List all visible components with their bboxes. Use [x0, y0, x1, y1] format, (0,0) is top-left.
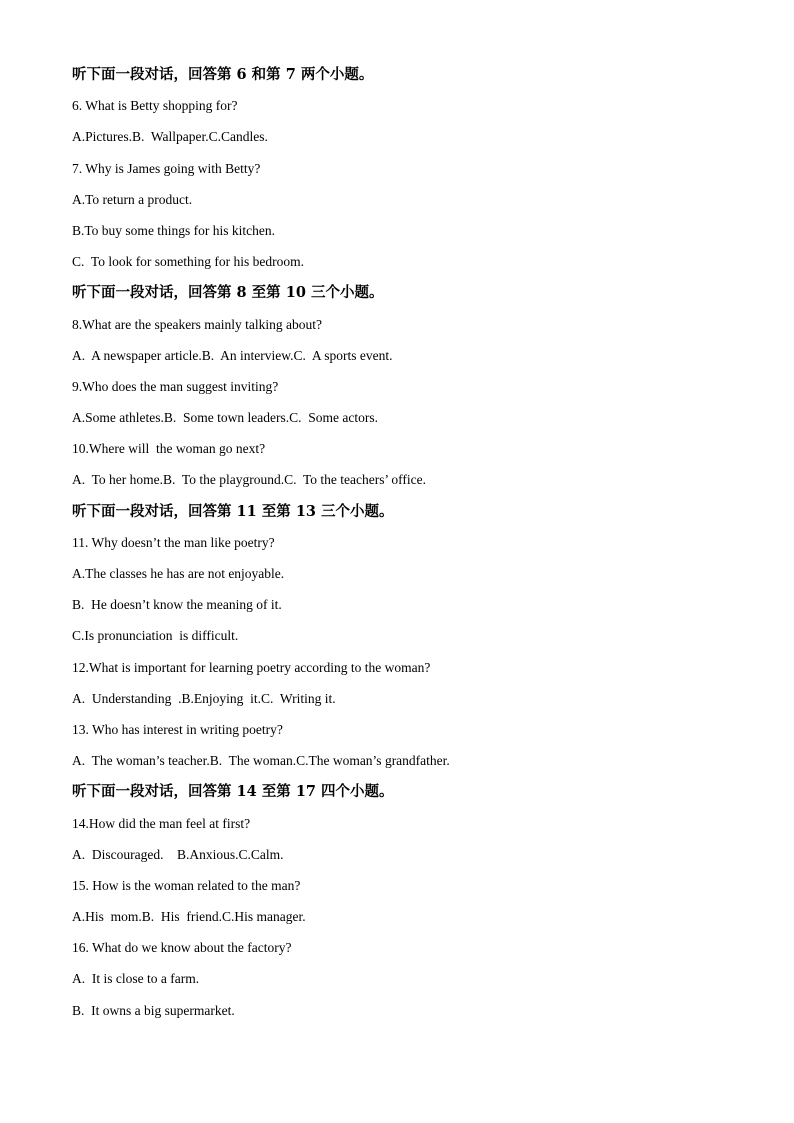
answer-options: A.Pictures.B. Wallpaper.C.Candles.: [72, 129, 268, 145]
answer-options: C.Is pronunciation is difficult.: [72, 628, 239, 644]
answer-options: A.Some athletes.B. Some town leaders.C. Some actors.: [72, 410, 378, 426]
exam-document: [72, 64, 732, 1031]
section-heading: 听下面一段对话，回答第 14 至第 17 四个小题。: [72, 783, 394, 801]
answer-options: A. Understanding .B.Enjoying it.C. Writing it.: [72, 690, 336, 706]
answer-options: A.The classes he has are not enjoyable.: [72, 566, 285, 581]
answer-options: B.To buy some things for his kitchen.: [72, 222, 276, 238]
section-heading: 听下面一段对话，回答第 6 和第 7 两个小题。: [72, 66, 374, 83]
answer-options: A. The woman’s teacher.B. The woman.C.The woman’s grandfather.: [72, 753, 450, 769]
question-text: 16. What do we know about the factory?: [72, 940, 292, 956]
question-text: 6. What is Betty shopping for?: [72, 98, 238, 114]
question-text: 13. Who has interest in writing poetry?: [72, 721, 283, 737]
question-text: 14.How did the man feel at first?: [72, 815, 251, 831]
answer-options: A. Discouraged. B.Anxious.C.Calm.: [72, 846, 284, 862]
question-text: 15. How is the woman related to the man?: [72, 877, 301, 893]
answer-options: A.His mom.B. His friend.C.His manager.: [72, 909, 306, 925]
question-text: 8.What are the speakers mainly talking about?: [72, 316, 323, 332]
section-heading: 听下面一段对话，回答第 8 至第 10 三个小题。: [72, 284, 384, 302]
answer-options: C. To look for something for his bedroom.: [72, 254, 305, 270]
answer-options: A. It is close to a farm.: [72, 971, 200, 987]
answer-options: B. He doesn’t know the meaning of it.: [72, 597, 282, 613]
question-text: 10.Where will the woman go next?: [72, 441, 266, 457]
answer-options: B. It owns a big supermarket.: [72, 1002, 235, 1018]
answer-options: A. To her home.B. To the playground.C. To the teachers’ office.: [72, 472, 426, 488]
question-text: 7. Why is James going with Betty?: [72, 160, 261, 176]
answer-options: A. A newspaper article.B. An interview.C. A sports event.: [72, 347, 393, 363]
section-heading: 听下面一段对话，回答第 11 至第 13 三个小题。: [72, 502, 394, 520]
question-text: 9.Who does the man suggest inviting?: [72, 378, 279, 394]
answer-options: A.To return a product.: [72, 191, 193, 207]
question-text: 12.What is important for learning poetry according to the woman?: [72, 659, 431, 675]
question-text: 11. Why doesn’t the man like poetry?: [72, 534, 275, 550]
